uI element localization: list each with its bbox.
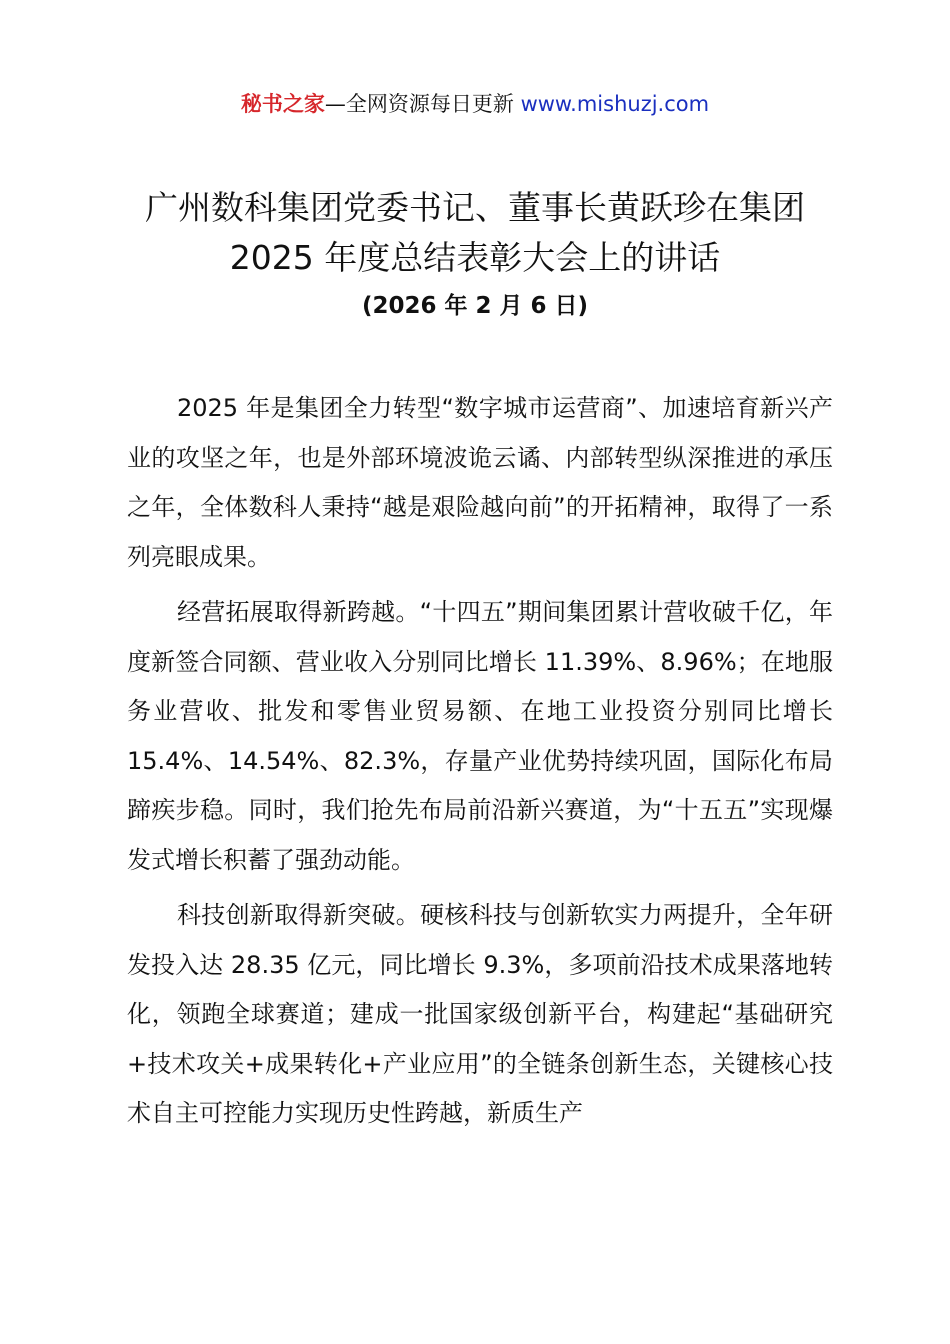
site-header xyxy=(0,88,950,120)
title-line-1: 广州数科集团党委书记、董事长黄跃珍在集团 xyxy=(145,188,805,227)
paragraph: 2025 年是集团全力转型“数字城市运营商”、加速培育新兴产业的攻坚之年，也是外部环境波诡云谲、内部转型纵深推进的承压之年，全体数科人秉持“越是艰险越向前”的开拓精神，取得了一系列亮眼成果。 xyxy=(127,394,833,571)
document-body xyxy=(127,384,833,1139)
site-tagline: —全网资源每日更新 xyxy=(324,92,521,116)
title-line-2: 2025 年度总结表彰大会上的讲话 xyxy=(229,238,721,277)
site-url-link[interactable]: www.mishuzj.com xyxy=(520,92,710,116)
paragraph: 经营拓展取得新跨越。“十四五”期间集团累计营收破千亿，年度新签合同额、营业收入分别同比增长 11.39%、8.96%；在地服务业营收、批发和零售业贸易额、在地工业投资分别同比增长 15.4%、14.54%、82.3%，存量产业优势持续巩固，国际化布局蹄疾步稳。同时，我们抢先布局前沿新兴赛道，为“十五五”实现爆发式增长积蓄了强劲动能。 xyxy=(127,598,833,874)
paragraph: 科技创新取得新突破。硬核科技与创新软实力两提升，全年研发投入达 28.35 亿元，同比增长 9.3%，多项前沿技术成果落地转化，领跑全球赛道；建成一批国家级创新平台，构建起“基础研究+技术攻关+成果转化+产业应用”的全链条创新生态，关键核心技术自主可控能力实现历史性跨越，新质生产 xyxy=(127,901,833,1127)
document-date: (2026 年 2 月 6 日) xyxy=(361,293,589,319)
site-brand: 秘书之家 xyxy=(240,92,325,116)
document-title xyxy=(80,183,870,283)
